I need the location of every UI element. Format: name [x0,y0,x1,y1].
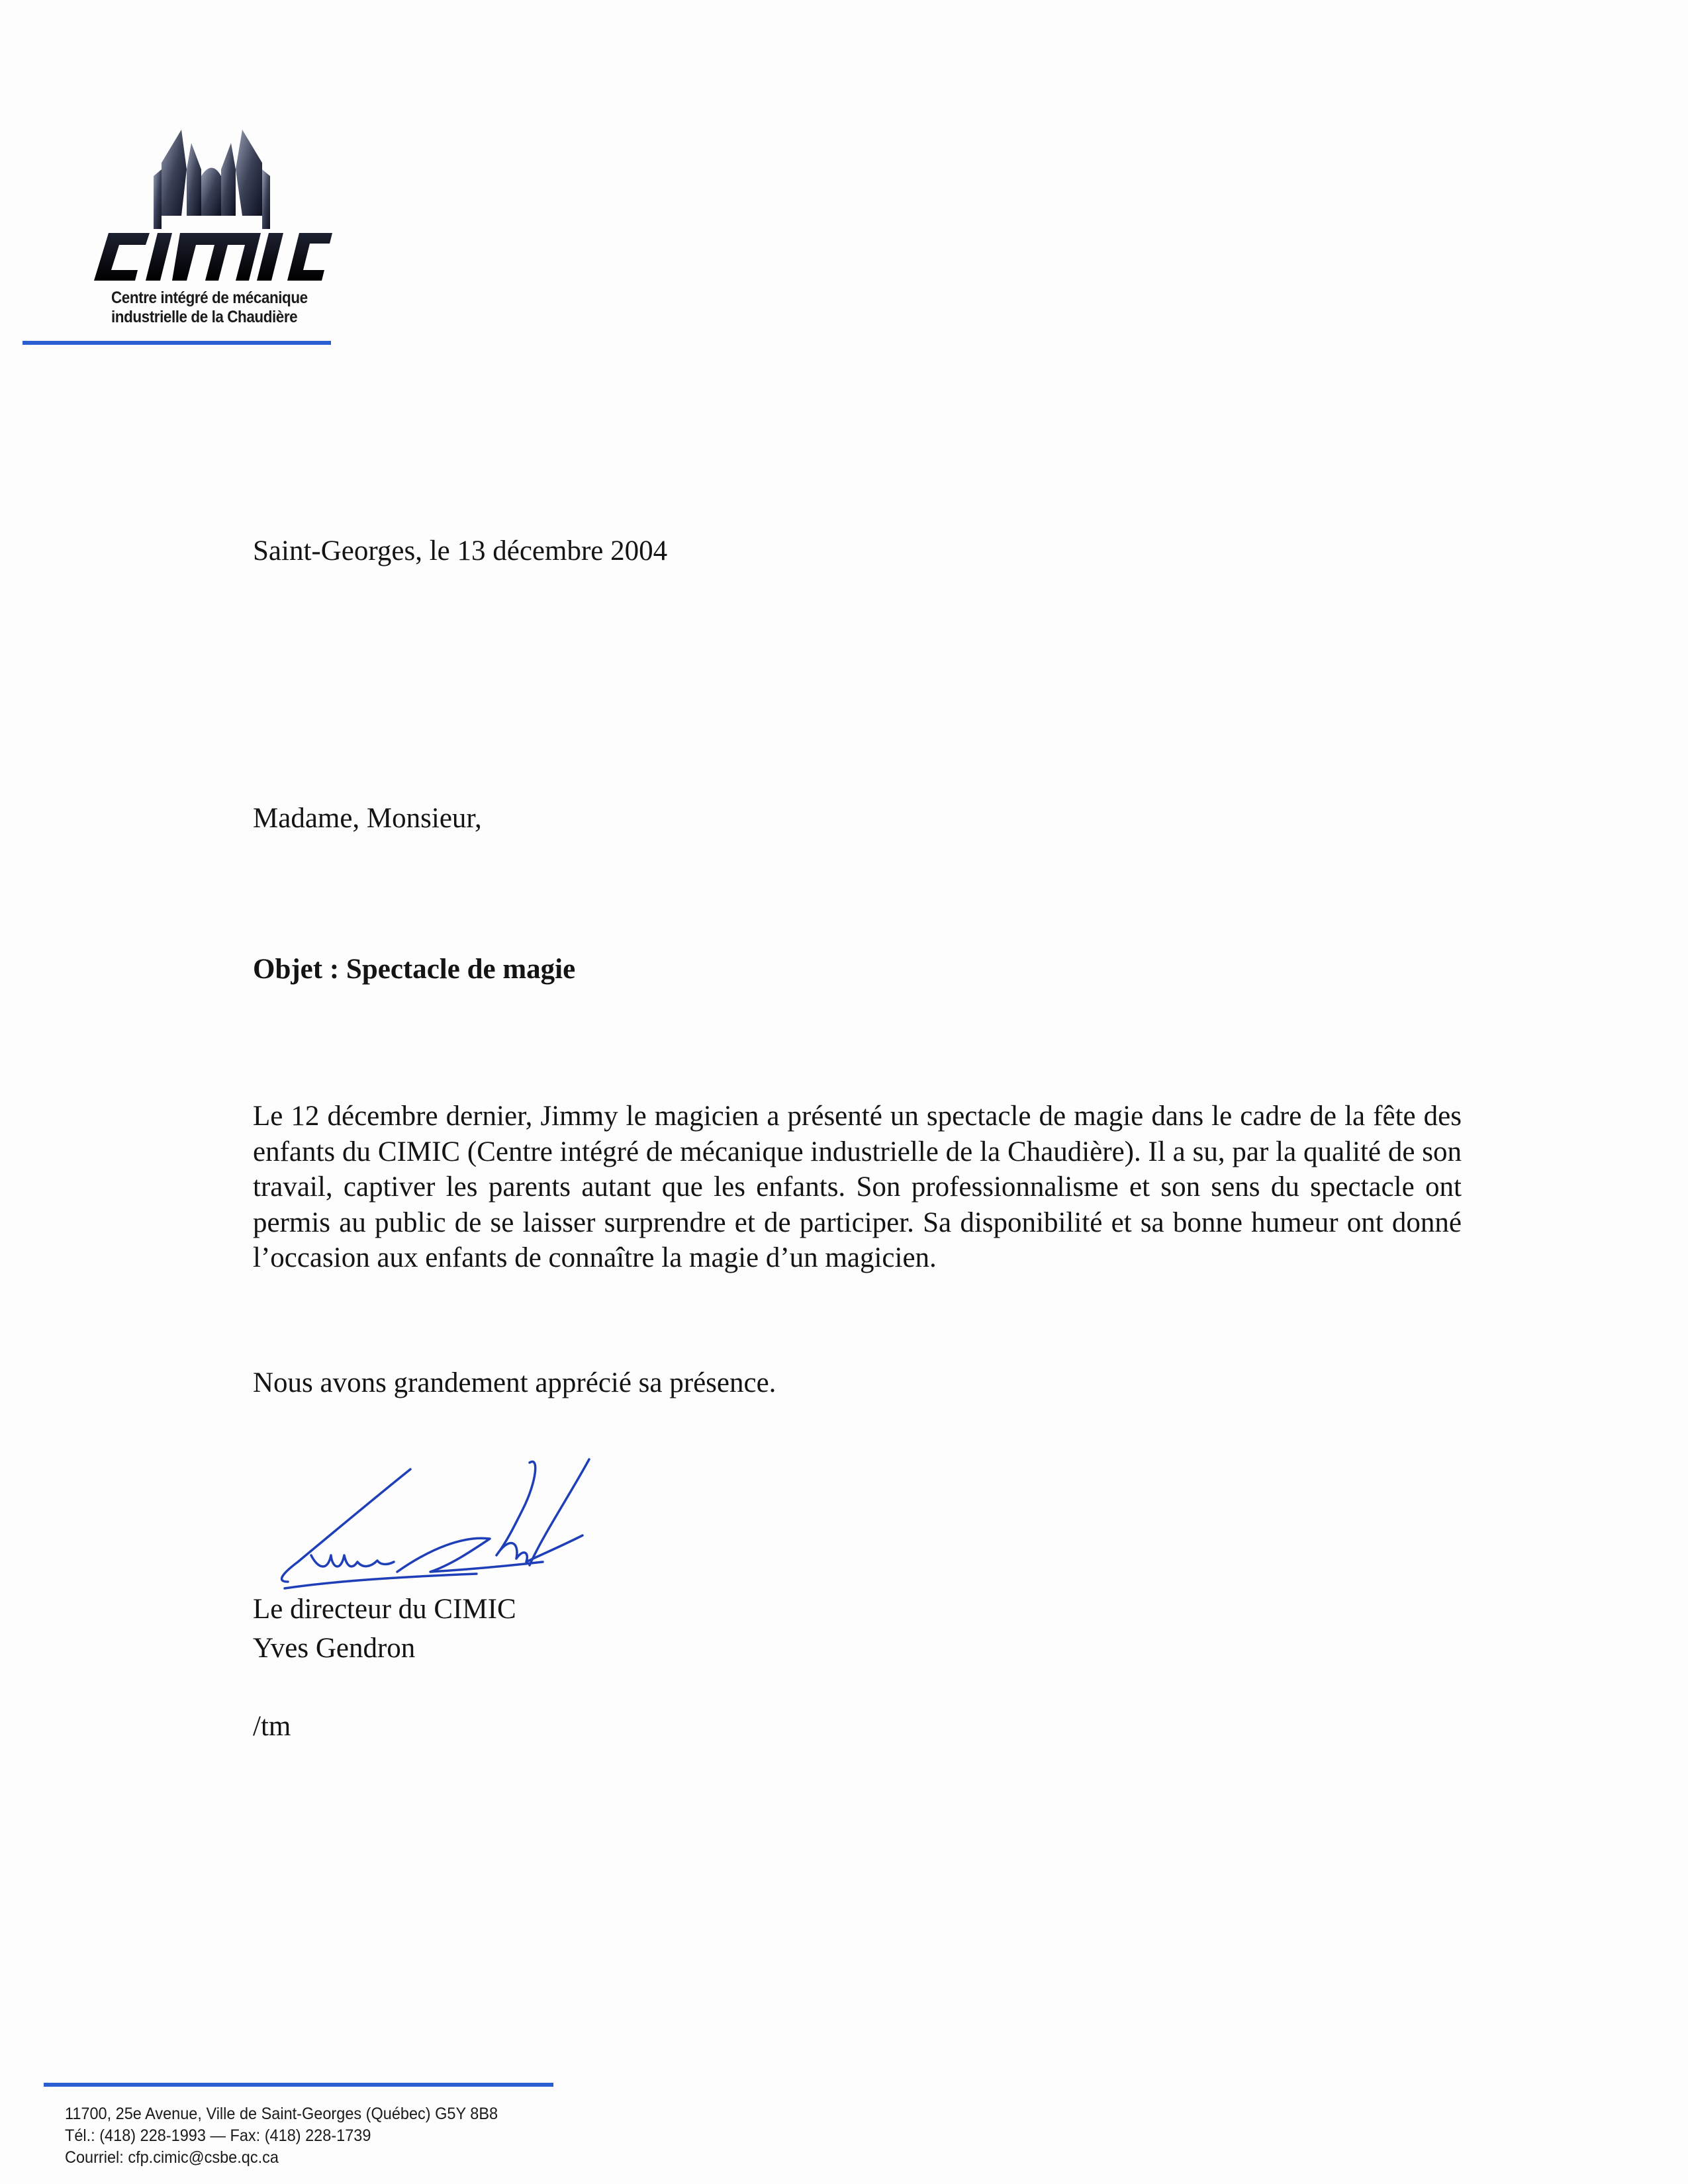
handwritten-signature [278,1456,622,1602]
letterhead-divider [23,341,331,345]
signer-title: Le directeur du CIMIC [253,1594,516,1625]
subject-line: Objet : Spectacle de magie [253,954,576,985]
logo-wordmark [94,233,332,281]
logo-crown-emblem [154,130,270,229]
cimic-logo [89,103,334,315]
typist-initials: /tm [253,1711,291,1742]
footer-phone-fax: Tél.: (418) 228-1993 — Fax: (418) 228-1739 [65,2126,371,2145]
body-paragraph: Le 12 décembre dernier, Jimmy le magicien a présenté un spectacle de magie dans le cadre de la fête des enfants du CIMIC (Centre intégré de mécanique industrielle de la Chaudière). Il a su, par la qualité de son travail, captiver les parents autant que les enfants. Son professionnalisme et son sens du spectacle ont permis au public de se laisser surprendre et de participer. Sa disponibilité et sa bonne humeur ont donné l’occasion aux enfants de connaître la magie d’un magicien. [253,1101,1462,1273]
letterhead-tagline-line1: Centre intégré de mécanique [111,289,308,307]
salutation: Madame, Monsieur, [253,803,482,834]
signer-name: Yves Gendron [253,1633,416,1664]
closing-sentence: Nous avons grandement apprécié sa présence. [253,1367,776,1398]
letterhead-tagline-line2: industrielle de la Chaudière [111,308,298,326]
footer-email: Courriel: cfp.cimic@csbe.qc.ca [65,2148,279,2167]
footer-address: 11700, 25e Avenue, Ville de Saint-Georges (Québec) G5Y 8B8 [65,2105,498,2123]
footer-divider [44,2083,553,2087]
date-line: Saint-Georges, le 13 décembre 2004 [253,535,668,567]
